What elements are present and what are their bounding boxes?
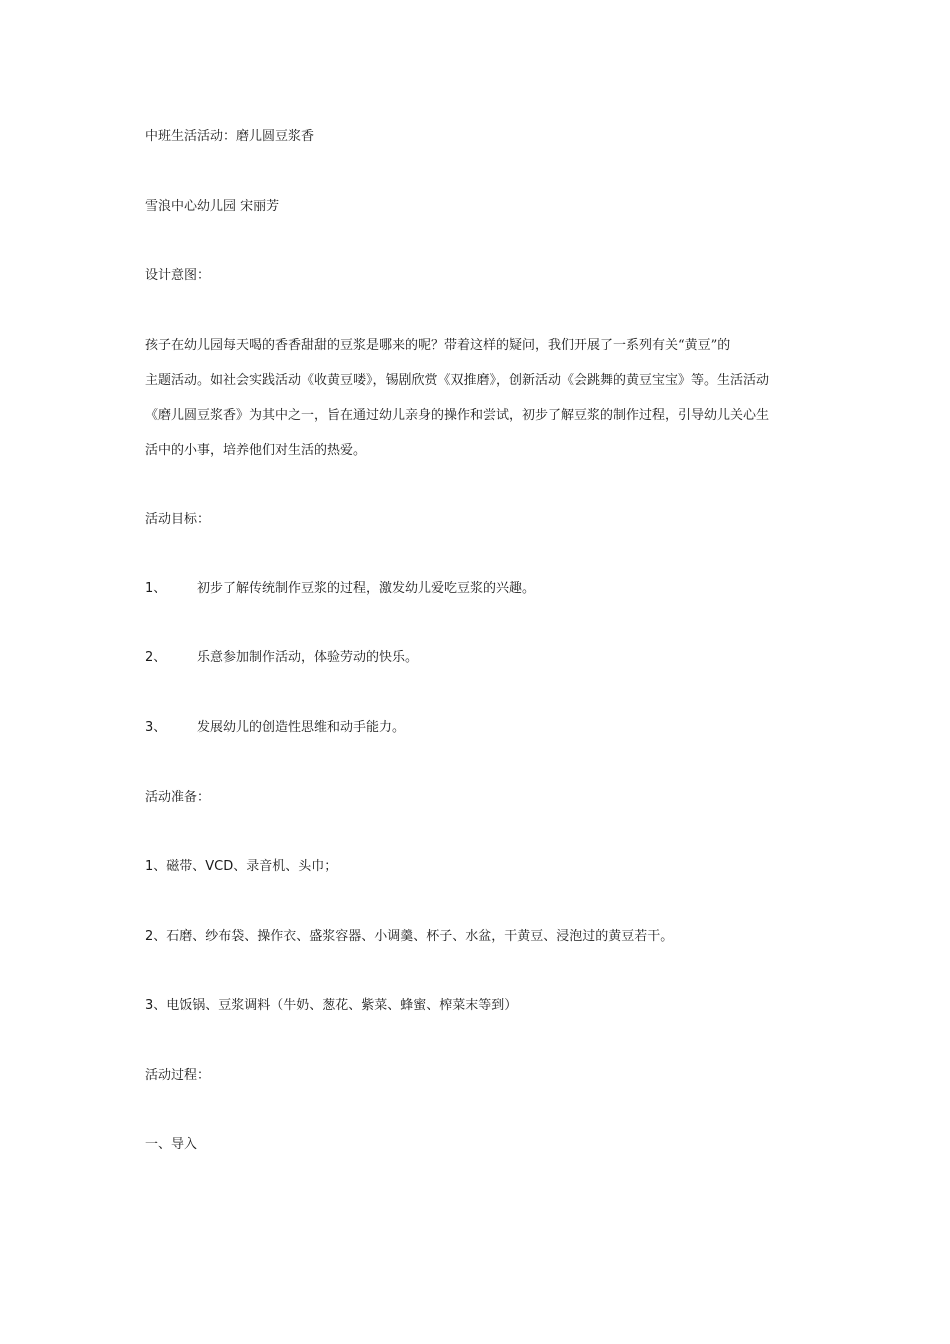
goal-number: 1、 — [145, 581, 167, 596]
prep-heading: 活动准备： — [145, 790, 211, 805]
design-line: 活中的小事，培养他们对生活的热爱。 — [145, 443, 367, 458]
design-heading: 设计意图： — [145, 268, 211, 283]
prep-item: 2、石磨、纱布袋、操作衣、盛浆容器、小调羹、杯子、水盆，干黄豆、浸泡过的黄豆若干。 — [145, 929, 674, 944]
prep-item: 3、电饭锅、豆浆调料（牛奶、葱花、紫菜、蜂蜜、榨菜末等到） — [145, 998, 518, 1013]
goal-text: 发展幼儿的创造性思维和动手能力。 — [197, 720, 406, 735]
goals-heading: 活动目标： — [145, 512, 211, 527]
design-paragraph — [145, 328, 810, 468]
author-line: 雪浪中心幼儿园 宋丽芳 — [145, 199, 280, 214]
design-line: 主题活动。如社会实践活动《收黄豆喽》，锡剧欣赏《双推磨》，创新活动《会跳舞的黄豆宝宝》等。生活活动 — [145, 373, 770, 388]
design-line: 《磨儿圆豆浆香》为其中之一，旨在通过幼儿亲身的操作和尝试，初步了解豆浆的制作过程，引导幼儿关心生 — [145, 408, 770, 423]
process-step: 一、导入 — [145, 1137, 198, 1152]
process-heading: 活动过程： — [145, 1068, 211, 1083]
goal-text: 初步了解传统制作豆浆的过程，激发幼儿爱吃豆浆的兴趣。 — [197, 581, 536, 596]
goal-number: 3、 — [145, 720, 167, 735]
goal-text: 乐意参加制作活动，体验劳动的快乐。 — [197, 650, 419, 665]
prep-item: 1、磁带、VCD、录音机、头巾； — [145, 859, 338, 874]
goal-number: 2、 — [145, 650, 167, 665]
document-title: 中班生活活动：磨儿圆豆浆香 — [145, 129, 315, 144]
design-line: 孩子在幼儿园每天喝的香香甜甜的豆浆是哪来的呢？带着这样的疑问，我们开展了一系列有关“黄豆”的 — [145, 338, 731, 353]
